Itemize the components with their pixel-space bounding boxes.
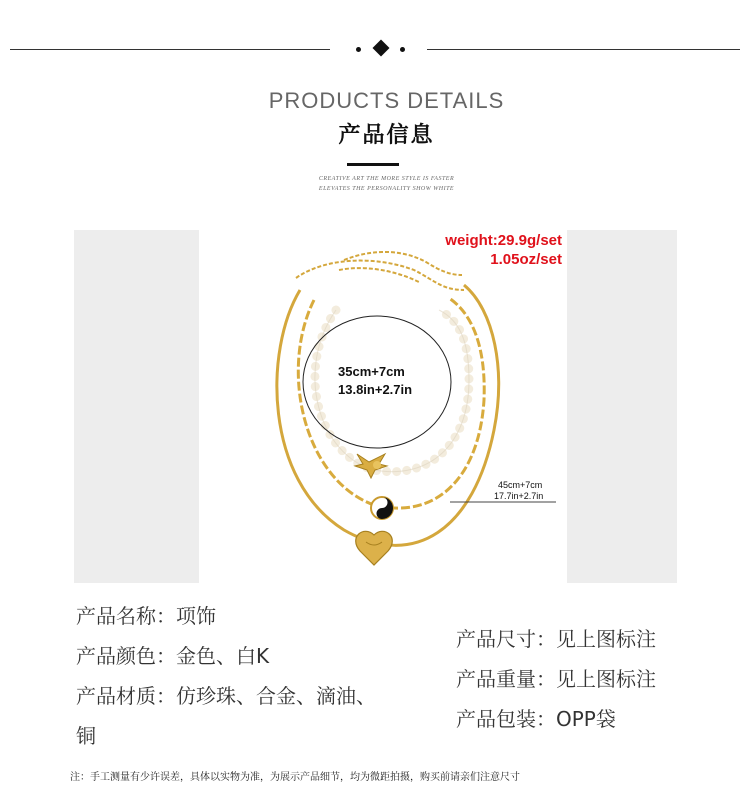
spec-material-cont: 铜 bbox=[76, 724, 96, 748]
yin-yang-pendant-icon bbox=[371, 497, 393, 519]
weight-label-grams: weight:29.9g/set bbox=[445, 232, 562, 249]
spec-color: 产品颜色：金色、白K bbox=[76, 644, 270, 668]
header-rule-left bbox=[10, 49, 330, 50]
spec-packaging: 产品包装：OPP袋 bbox=[456, 707, 616, 731]
spec-weight: 产品重量：见上图标注 bbox=[456, 667, 656, 691]
product-photo bbox=[74, 230, 677, 583]
ornament-dot-left bbox=[356, 47, 361, 52]
outer-length-label-1: 45cm+7cm bbox=[498, 480, 543, 490]
extension-chain-3 bbox=[339, 268, 419, 282]
spec-size: 产品尺寸：见上图标注 bbox=[456, 627, 656, 651]
header-rule-right bbox=[427, 49, 740, 50]
page-title-cn: 产品信息 bbox=[338, 123, 435, 148]
weight-label-ounces: 1.05oz/set bbox=[490, 251, 562, 268]
inner-length-label-1: 35cm+7cm bbox=[338, 364, 405, 379]
tagline-2: ELEVATES THE PERSONALITY SHOW WHITE bbox=[318, 186, 455, 192]
inner-length-label-2: 13.8in+2.7in bbox=[338, 382, 413, 397]
tagline-1: CREATIVE ART THE MORE STYLE IS FASTER bbox=[318, 176, 455, 182]
footnote: 注：手工测量有少许误差，具体以实物为准，为展示产品细节，均为微距拍摄，购买前请亲们注意尺寸 bbox=[70, 772, 520, 783]
title-underline bbox=[347, 163, 399, 166]
outer-length-label-2: 17.7in+2.7in bbox=[494, 491, 544, 501]
angel-pendant-icon bbox=[355, 454, 387, 478]
specs-left bbox=[76, 596, 376, 756]
page-title-en: PRODUCTS DETAILS bbox=[268, 88, 505, 113]
ornament-dot-right bbox=[400, 47, 405, 52]
heart-pendant-icon bbox=[356, 531, 393, 565]
spec-material: 产品材质：仿珍珠、合金、滴油、 bbox=[76, 684, 376, 708]
specs-right bbox=[456, 619, 656, 739]
diamond-ornament-icon bbox=[373, 40, 390, 57]
spec-name: 产品名称：项饰 bbox=[76, 604, 216, 628]
